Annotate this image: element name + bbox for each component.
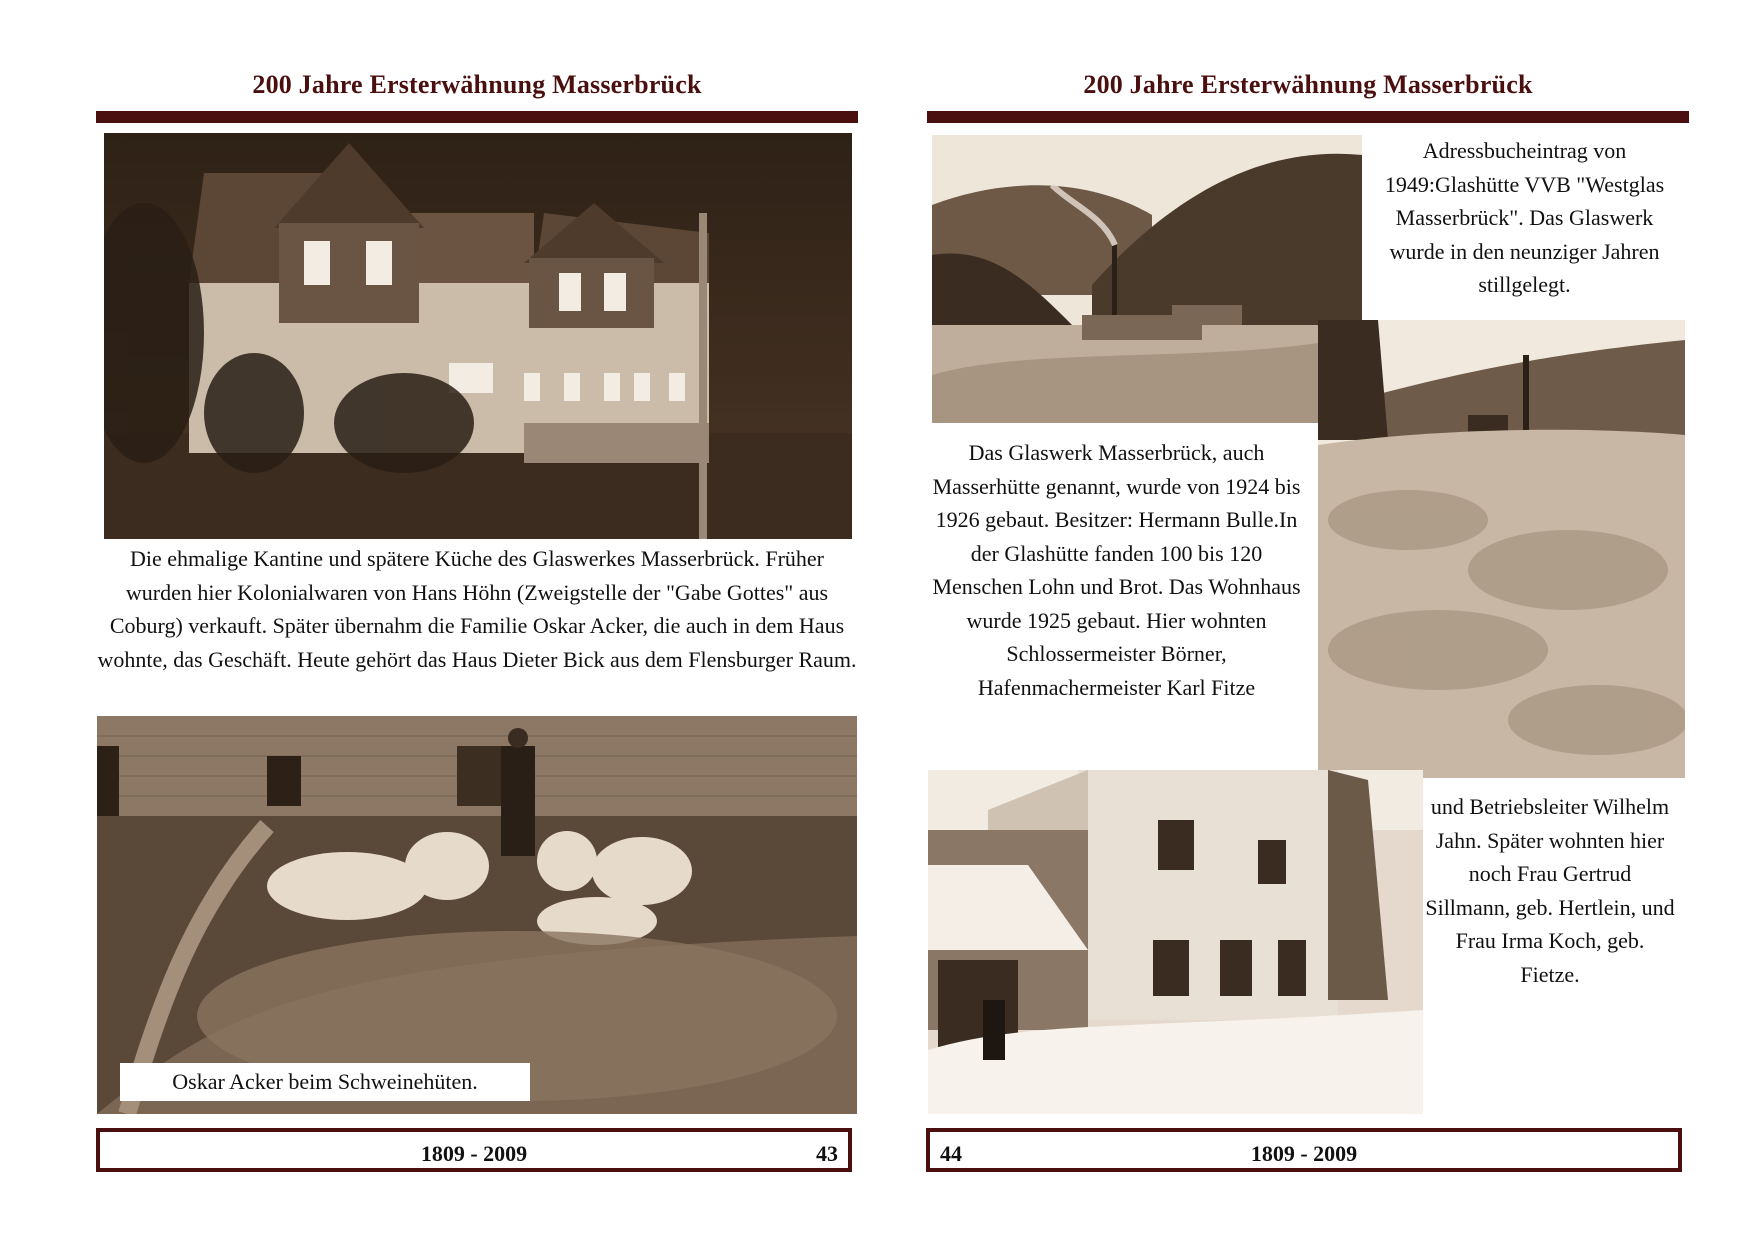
photo-pigs — [97, 716, 857, 1114]
header-rule — [96, 111, 858, 123]
footer-years: 1809 - 2009 — [420, 1141, 528, 1166]
page-number: 43 — [816, 1141, 838, 1166]
page-footer — [926, 1128, 1682, 1172]
header-rule — [927, 111, 1689, 123]
continuation-caption: und Betriebsleiter Wilhelm Jahn. Später wohnten hier noch Frau Gertrud Sillmann, geb. Hertlein, und Frau Irma Koch, geb. Fietze. — [1425, 794, 1675, 987]
footer-years: 1809 - 2009 — [1250, 1141, 1358, 1166]
photo-kantine — [104, 133, 852, 539]
address-caption: Adressbucheintrag von 1949:Glashütte VVB "Westglas Masserbrück". Das Glaswerk wurde in den neunziger Jahren stillgelegt. — [1384, 138, 1665, 297]
right-page — [877, 0, 1754, 1240]
photo-glaswerk-valley — [932, 135, 1362, 423]
page-title: 200 Jahre Ersterwähnung Masserbrück — [252, 70, 702, 99]
glaswerk-caption: Das Glaswerk Masserbrück, auch Masserhütte genannt, wurde von 1924 bis 1926 gebaut. Besitzer: Hermann Bulle.In der Glashütte fanden 100 bis 120 Menschen Lohn und Brot. Das Wohnhaus wurde 1925 gebaut. Hier wohnten Schlossermeister Börner, Hafenmachermeister Karl Fitze — [932, 440, 1301, 700]
photo-glass-heap — [1318, 320, 1685, 778]
kantine-caption: Die ehmalige Kantine und spätere Küche des Glaswerkes Masserbrück. Früher wurden hier Kolonialwaren von Hans Höhn (Zweigstelle der "Gabe Gottes" aus Coburg) verkauft. Später übernahm die Familie Oskar Acker, die auch in dem Haus wohnte, das Geschäft. Heute gehört das Haus Dieter Bick aus dem Flensburger Raum. — [97, 546, 857, 672]
page-title: 200 Jahre Ersterwähnung Masserbrück — [1083, 70, 1533, 99]
pigs-photo-label: Oskar Acker beim Schweinehüten. — [120, 1063, 530, 1101]
page-number: 44 — [940, 1141, 962, 1166]
photo-wohnhaus-snow — [928, 770, 1423, 1114]
page-footer — [96, 1128, 852, 1172]
